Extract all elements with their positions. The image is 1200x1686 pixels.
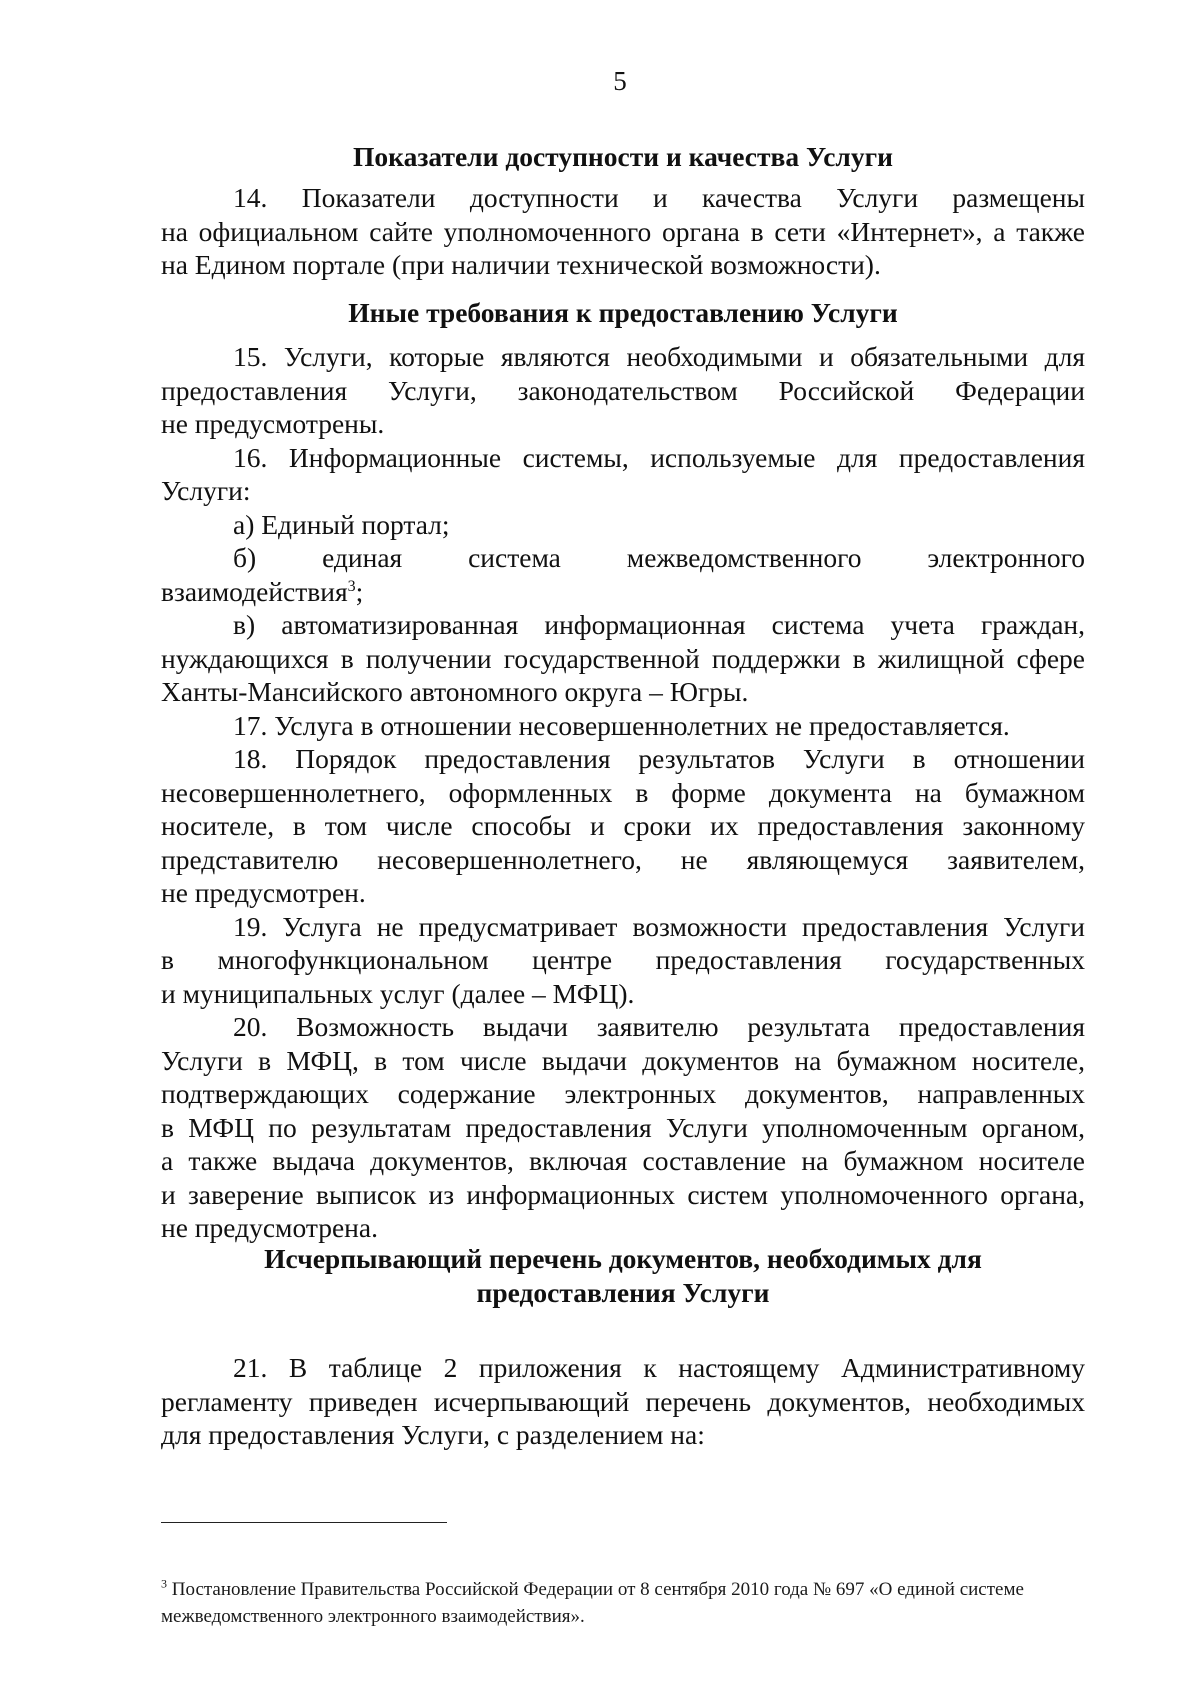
heading-line: Исчерпывающий перечень документов, необходимых для — [264, 1243, 982, 1274]
footnote-line — [161, 1576, 1085, 1603]
paragraph-line: несовершеннолетнего, оформленных в форме документа на бумажном — [161, 776, 1085, 808]
paragraph-line: и муниципальных услуг (далее – МФЦ). — [161, 977, 635, 1009]
paragraph-line: представителю несовершеннолетнего, не являющемуся заявителем, — [161, 843, 1085, 875]
paragraph-line: для предоставления Услуги, с разделением на: — [161, 1419, 705, 1450]
list-item-b: б) единая система межведомственного электронного — [233, 542, 1085, 573]
section-heading-other-requirements: Иные требования к предоставлению Услуги — [348, 297, 898, 328]
list-item-a: а) Единый портал; — [233, 508, 450, 540]
footnote-line: межведомственного электронного взаимодействия». — [161, 1606, 585, 1627]
paragraph-line: Услуги в МФЦ, в том числе выдачи документов на бумажном носителе, — [161, 1044, 1085, 1076]
paragraph-line — [161, 575, 1085, 609]
footnote-separator — [161, 1522, 447, 1523]
footnote-mark: 3 — [161, 1576, 167, 1591]
paragraph-20: 20. Возможность выдачи заявителю результата предоставления — [233, 1011, 1085, 1042]
footnote-reference: 3 — [347, 577, 356, 595]
paragraph-19: 19. Услуга не предусматривает возможности предоставления Услуги — [233, 910, 1085, 942]
section-heading-documents-list — [161, 1242, 1085, 1310]
paragraph-line: регламенту приведен исчерпывающий перечень документов, необходимых — [161, 1385, 1085, 1417]
paragraph-line: 21. В таблице 2 приложения к настоящему Административному — [233, 1352, 1085, 1383]
paragraph-line: не предусмотрен. — [161, 877, 366, 908]
paragraph-line: в МФЦ по результатам предоставления Услуги уполномоченным органом, — [161, 1111, 1085, 1143]
paragraph-line: в многофункциональном центре предоставления государственных — [161, 944, 1085, 975]
paragraph-21 — [161, 1351, 1085, 1452]
paragraph-line: нуждающихся в получении государственной поддержки в жилищной сфере — [161, 642, 1085, 674]
list-item-c: в) автоматизированная информационная система учета граждан, — [233, 609, 1085, 640]
footnote-text: Постановление Правительства Российской Федерации от 8 сентября 2010 года № 697 «О единой системе — [171, 1579, 1024, 1600]
paragraph-17: 17. Услуга в отношении несовершеннолетних не предоставляется. — [233, 709, 1010, 741]
paragraph-line-tail: ; — [355, 575, 364, 607]
paragraph-line: носителе, в том числе способы и сроки их предоставления законному — [161, 810, 1085, 841]
paragraph-line: Услуги: — [161, 475, 251, 506]
paragraph-line: подтверждающих содержание электронных документов, направленных — [161, 1078, 1085, 1109]
paragraph-line: Ханты-Мансийского автономного округа – Югры. — [161, 676, 749, 707]
paragraph-line: 14. Показатели доступности и качества Услуги размещены — [233, 182, 1085, 213]
paragraph-line: 15. Услуги, которые являются необходимыми и обязательными для — [233, 341, 1085, 372]
paragraph-line: а также выдача документов, включая составление на бумажном носителе — [161, 1145, 1085, 1176]
paragraph-18: 18. Порядок предоставления результатов Услуги в отношении — [233, 743, 1085, 774]
page-number: 5 — [613, 66, 627, 96]
paragraph-line: на официальном сайте уполномоченного органа в сети «Интернет», а также — [161, 215, 1085, 247]
section-heading-availability: Показатели доступности и качества Услуги — [353, 141, 893, 172]
heading-line: предоставления Услуги — [476, 1277, 770, 1308]
paragraph-line: на Едином портале (при наличии технической возможности). — [161, 249, 881, 280]
footnote — [161, 1576, 1085, 1630]
paragraph-line: не предусмотрены. — [161, 408, 385, 439]
section-2-body — [161, 340, 1085, 1245]
paragraph-line: не предусмотрена. — [161, 1212, 378, 1243]
paragraph-line-text: взаимодействия — [161, 575, 348, 607]
paragraph-line: 16. Информационные системы, используемые для предоставления — [233, 441, 1085, 473]
paragraph-line: и заверение выписок из информационных систем уполномоченного органа, — [161, 1178, 1085, 1210]
paragraph-14 — [161, 181, 1085, 282]
paragraph-line: предоставления Услуги, законодательством Российской Федерации — [161, 374, 1085, 406]
